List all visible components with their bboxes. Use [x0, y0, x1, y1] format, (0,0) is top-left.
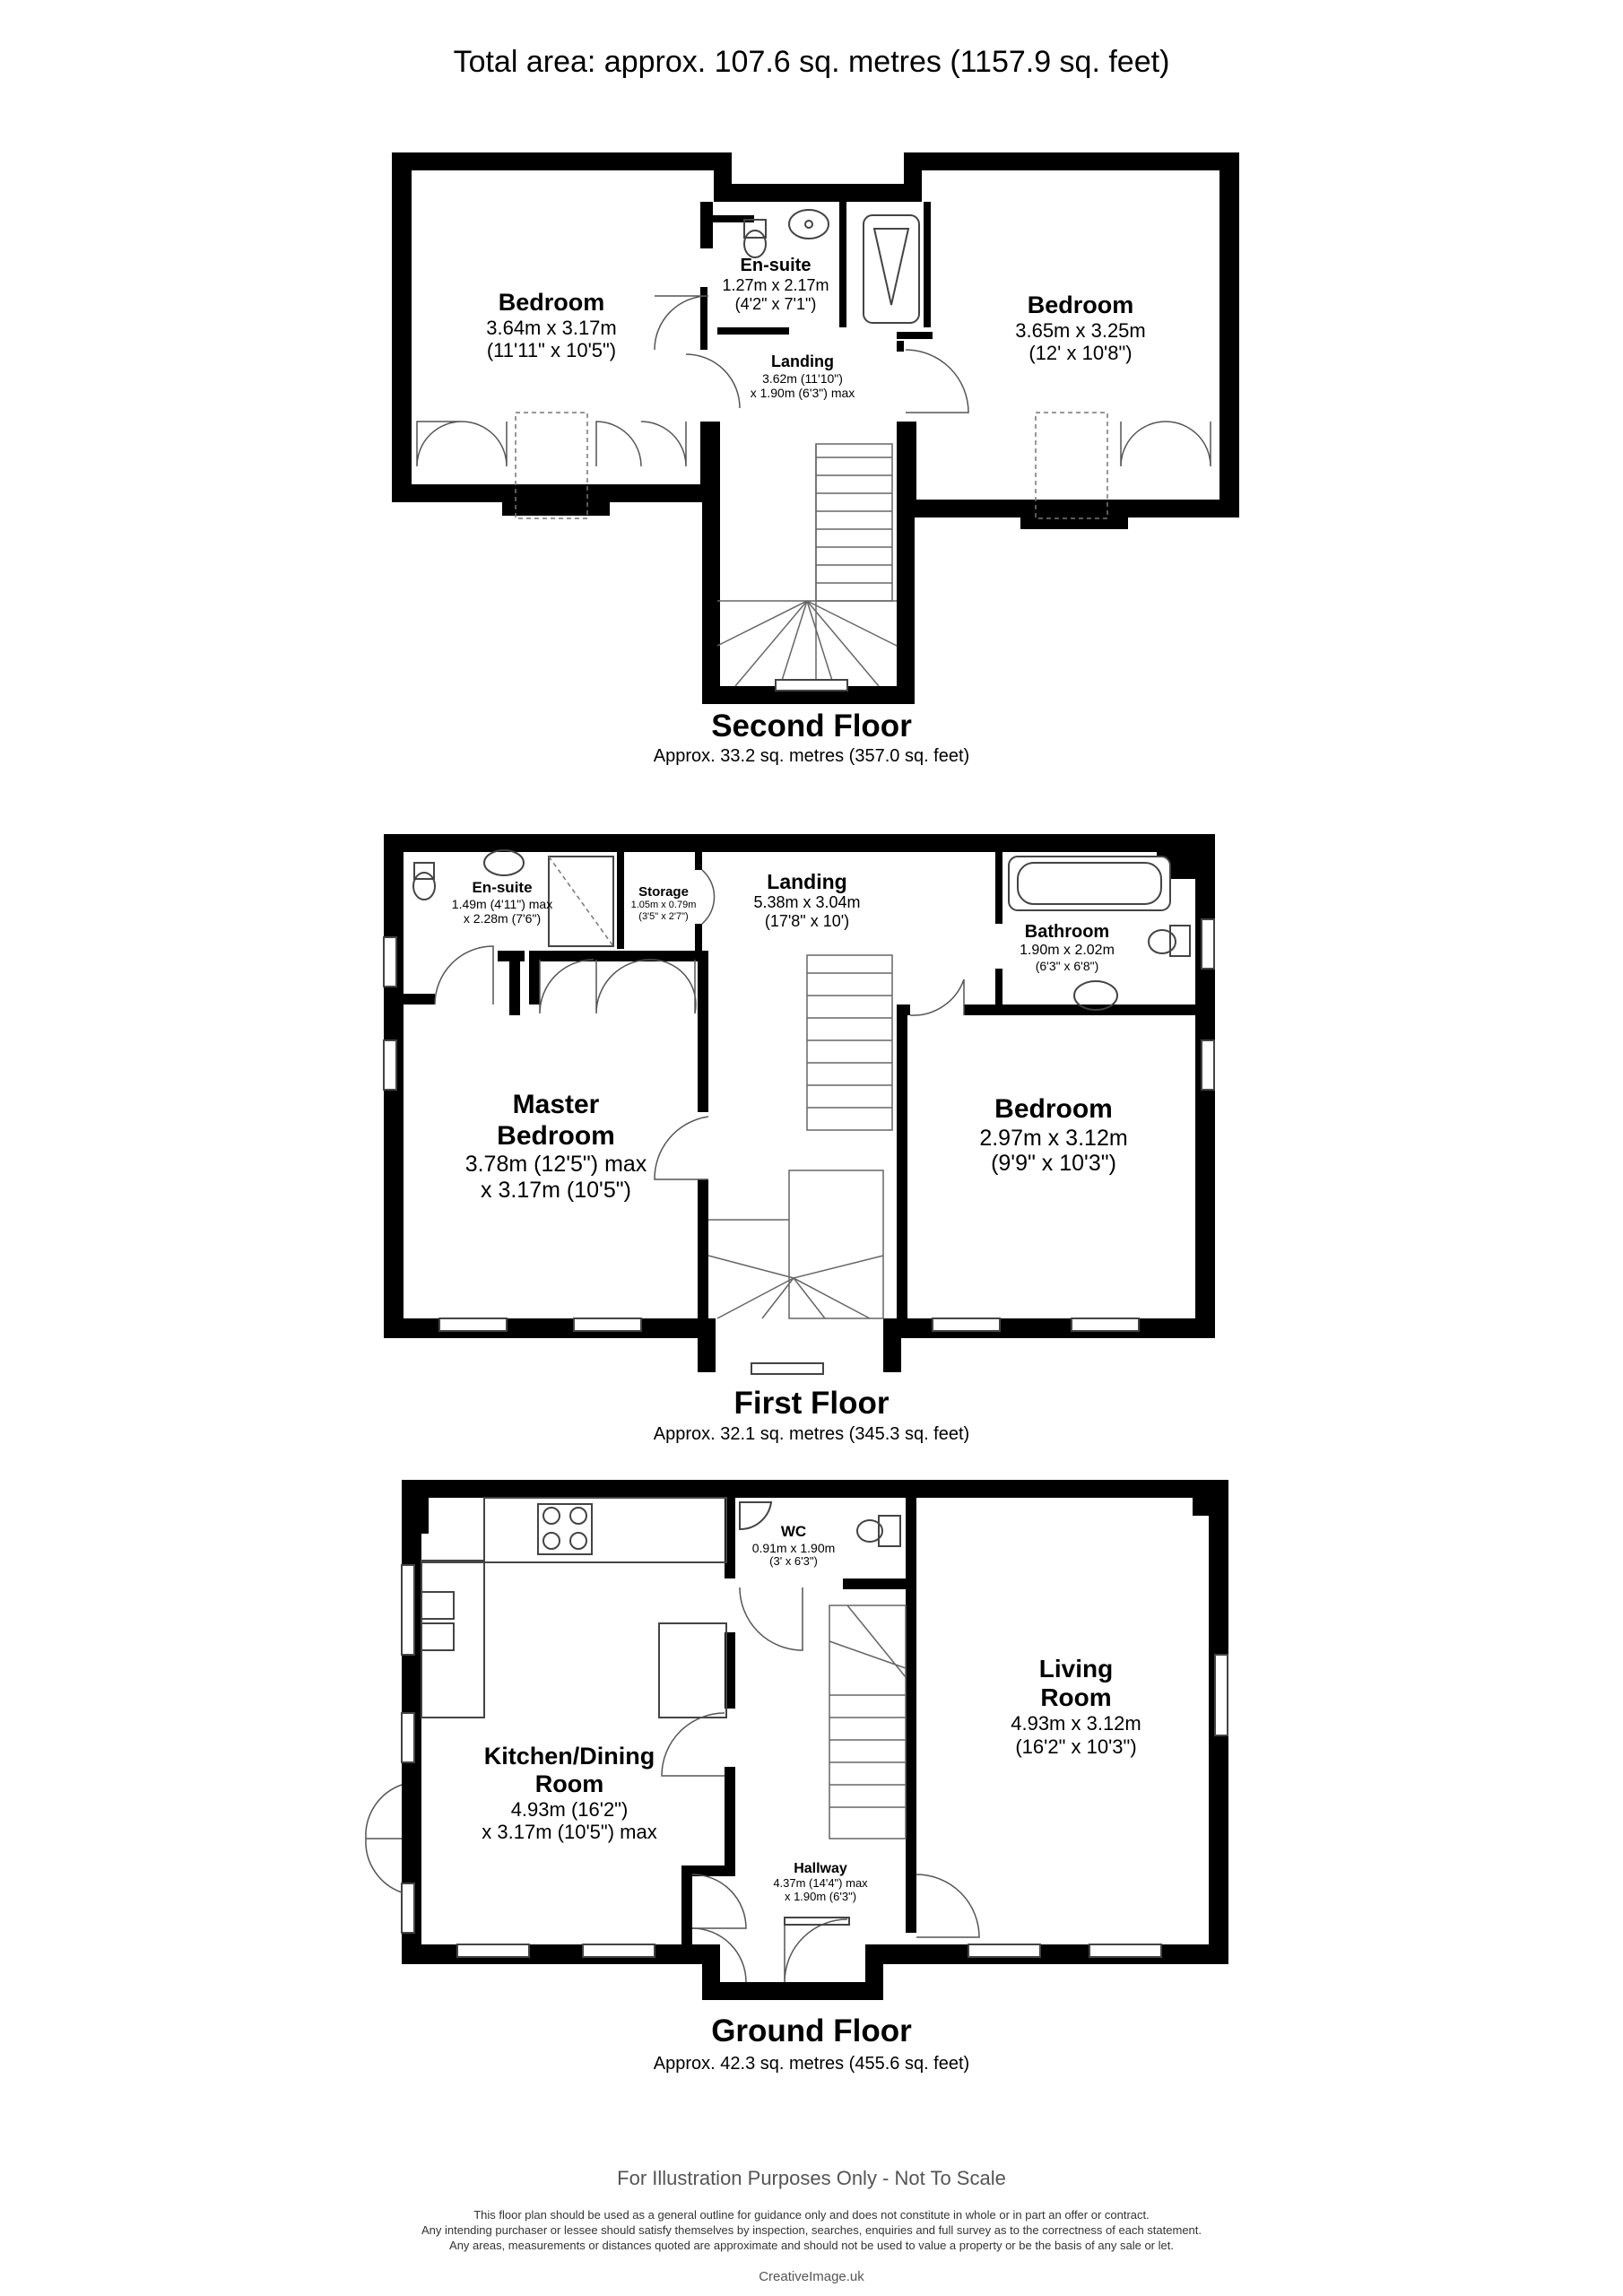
room-ensuite-second [704, 256, 847, 313]
room-dimensions-imperial: (12' x 10'8") [1028, 342, 1133, 365]
room-dimensions-imperial: (9'9" x 10'3") [991, 1151, 1116, 1177]
room-name: Landing [771, 352, 834, 370]
room-name: Living [1038, 1655, 1114, 1683]
room-dimensions: 1.27m x 2.17m [722, 276, 829, 294]
room-dimensions: 4.93m (16'2") [510, 1798, 629, 1822]
room-name: Bedroom [498, 289, 605, 316]
room-dimensions-imperial: x 2.28m (7'6") [463, 910, 542, 926]
room-dimensions: 2.97m x 3.12m [979, 1125, 1128, 1151]
room-dimensions-imperial: (3' x 6'3") [769, 1553, 818, 1568]
legal-small-print [0, 2208, 1623, 2254]
room-name: En-suite [740, 256, 812, 275]
room-dimensions-imperial: (16'2" x 10'3") [1015, 1735, 1137, 1758]
room-dimensions-imperial: (3'5" x 2'7") [638, 910, 689, 922]
room-landing-second [717, 352, 888, 400]
room-name: Kitchen/Dining [483, 1743, 655, 1770]
room-dimensions-imperial: x 1.90m (6'3") max [750, 385, 855, 400]
room-name: Bedroom [994, 1094, 1113, 1124]
room-dimensions: 1.49m (4'11") max [451, 896, 553, 911]
room-living-ground [964, 1655, 1188, 1758]
room-wc-ground [744, 1523, 843, 1569]
small-print-line-3: Any areas, measurements or distances quoted are approximate and should not be used to value a property or be the basis of any sale or let. [449, 2238, 1174, 2252]
floor-area-ground: Approx. 42.3 sq. metres (455.6 sq. feet) [653, 2054, 970, 2074]
floor-title-second: Second Floor [711, 709, 912, 744]
room-dimensions-imperial: (4'2" x 7'1") [734, 294, 817, 313]
room-kitchen-dining-ground [426, 1743, 713, 1844]
room-name-line-2: Room [1040, 1683, 1112, 1712]
floor-title-first: First Floor [733, 1386, 890, 1421]
room-name: Bedroom [1027, 291, 1134, 318]
floor-area-second: Approx. 33.2 sq. metres (357.0 sq. feet) [653, 746, 970, 766]
room-name: En-suite [472, 879, 533, 896]
floor-title-ground: Ground Floor [711, 2013, 912, 2048]
room-dimensions: 1.05m x 0.79m [630, 900, 697, 911]
room-name: Bathroom [1024, 922, 1110, 942]
room-bathroom-first [995, 922, 1139, 973]
room-dimensions: 3.78m (12'5") max [464, 1152, 647, 1177]
small-print-line-1: This floor plan should be used as a general outline for guidance only and does not constitute in whole or in part an offer or contract. [473, 2208, 1150, 2222]
room-dimensions-imperial: (6'3" x 6'8") [1035, 959, 1099, 974]
room-hallway-ground [749, 1861, 892, 1904]
room-dimensions: 3.62m (11'10") [762, 370, 843, 386]
room-dimensions: 4.37m (14'4") max [773, 1876, 868, 1891]
room-dimensions: 3.64m x 3.17m [486, 317, 617, 340]
room-landing-first [717, 870, 897, 931]
room-name: Landing [767, 870, 847, 893]
room-dimensions-imperial: x 3.17m (10'5") max [482, 1821, 657, 1844]
room-dimensions: 1.90m x 2.02m [1020, 943, 1115, 958]
room-dimensions-imperial: x 3.17m (10'5") [481, 1177, 631, 1203]
second-floor-plan [392, 152, 1239, 704]
floor-area-first: Approx. 32.1 sq. metres (345.3 sq. feet) [653, 1424, 970, 1444]
room-bedroom-second-left [439, 289, 664, 362]
room-name: WC [780, 1523, 807, 1540]
room-name: Hallway [794, 1861, 847, 1876]
brand-credit: CreativeImage.uk [759, 2269, 864, 2284]
room-name-line-2: Room [534, 1770, 604, 1798]
room-name: Storage [638, 884, 689, 900]
room-dimensions-imperial: (17'8" x 10') [764, 912, 850, 931]
room-dimensions-imperial: (11'11" x 10'5") [486, 339, 617, 362]
room-dimensions: 3.65m x 3.25m [1015, 319, 1146, 343]
room-dimensions-imperial: x 1.90m (6'3") [784, 1890, 857, 1904]
room-name-line-2: Bedroom [497, 1120, 615, 1151]
room-dimensions: 5.38m x 3.04m [753, 893, 861, 912]
room-dimensions: 4.93m x 3.12m [1011, 1712, 1141, 1735]
room-master-bedroom-first [426, 1090, 686, 1204]
room-bedroom-second-right [968, 291, 1193, 365]
total-area-heading: Total area: approx. 107.6 sq. metres (1157.9 sq. feet) [453, 45, 1170, 79]
room-ensuite-first [421, 879, 583, 926]
room-dimensions: 0.91m x 1.90m [751, 1540, 836, 1555]
small-print-line-2: Any intending purchaser or lessee should satisfy themselves by inspection, searches, enquiries and full survey as to the correctness of each statement. [421, 2222, 1202, 2237]
room-name: Master [512, 1090, 600, 1119]
disclaimer-text: For Illustration Purposes Only - Not To Scale [617, 2167, 1006, 2189]
room-bedroom-first [928, 1094, 1179, 1177]
room-storage-first [623, 884, 704, 923]
